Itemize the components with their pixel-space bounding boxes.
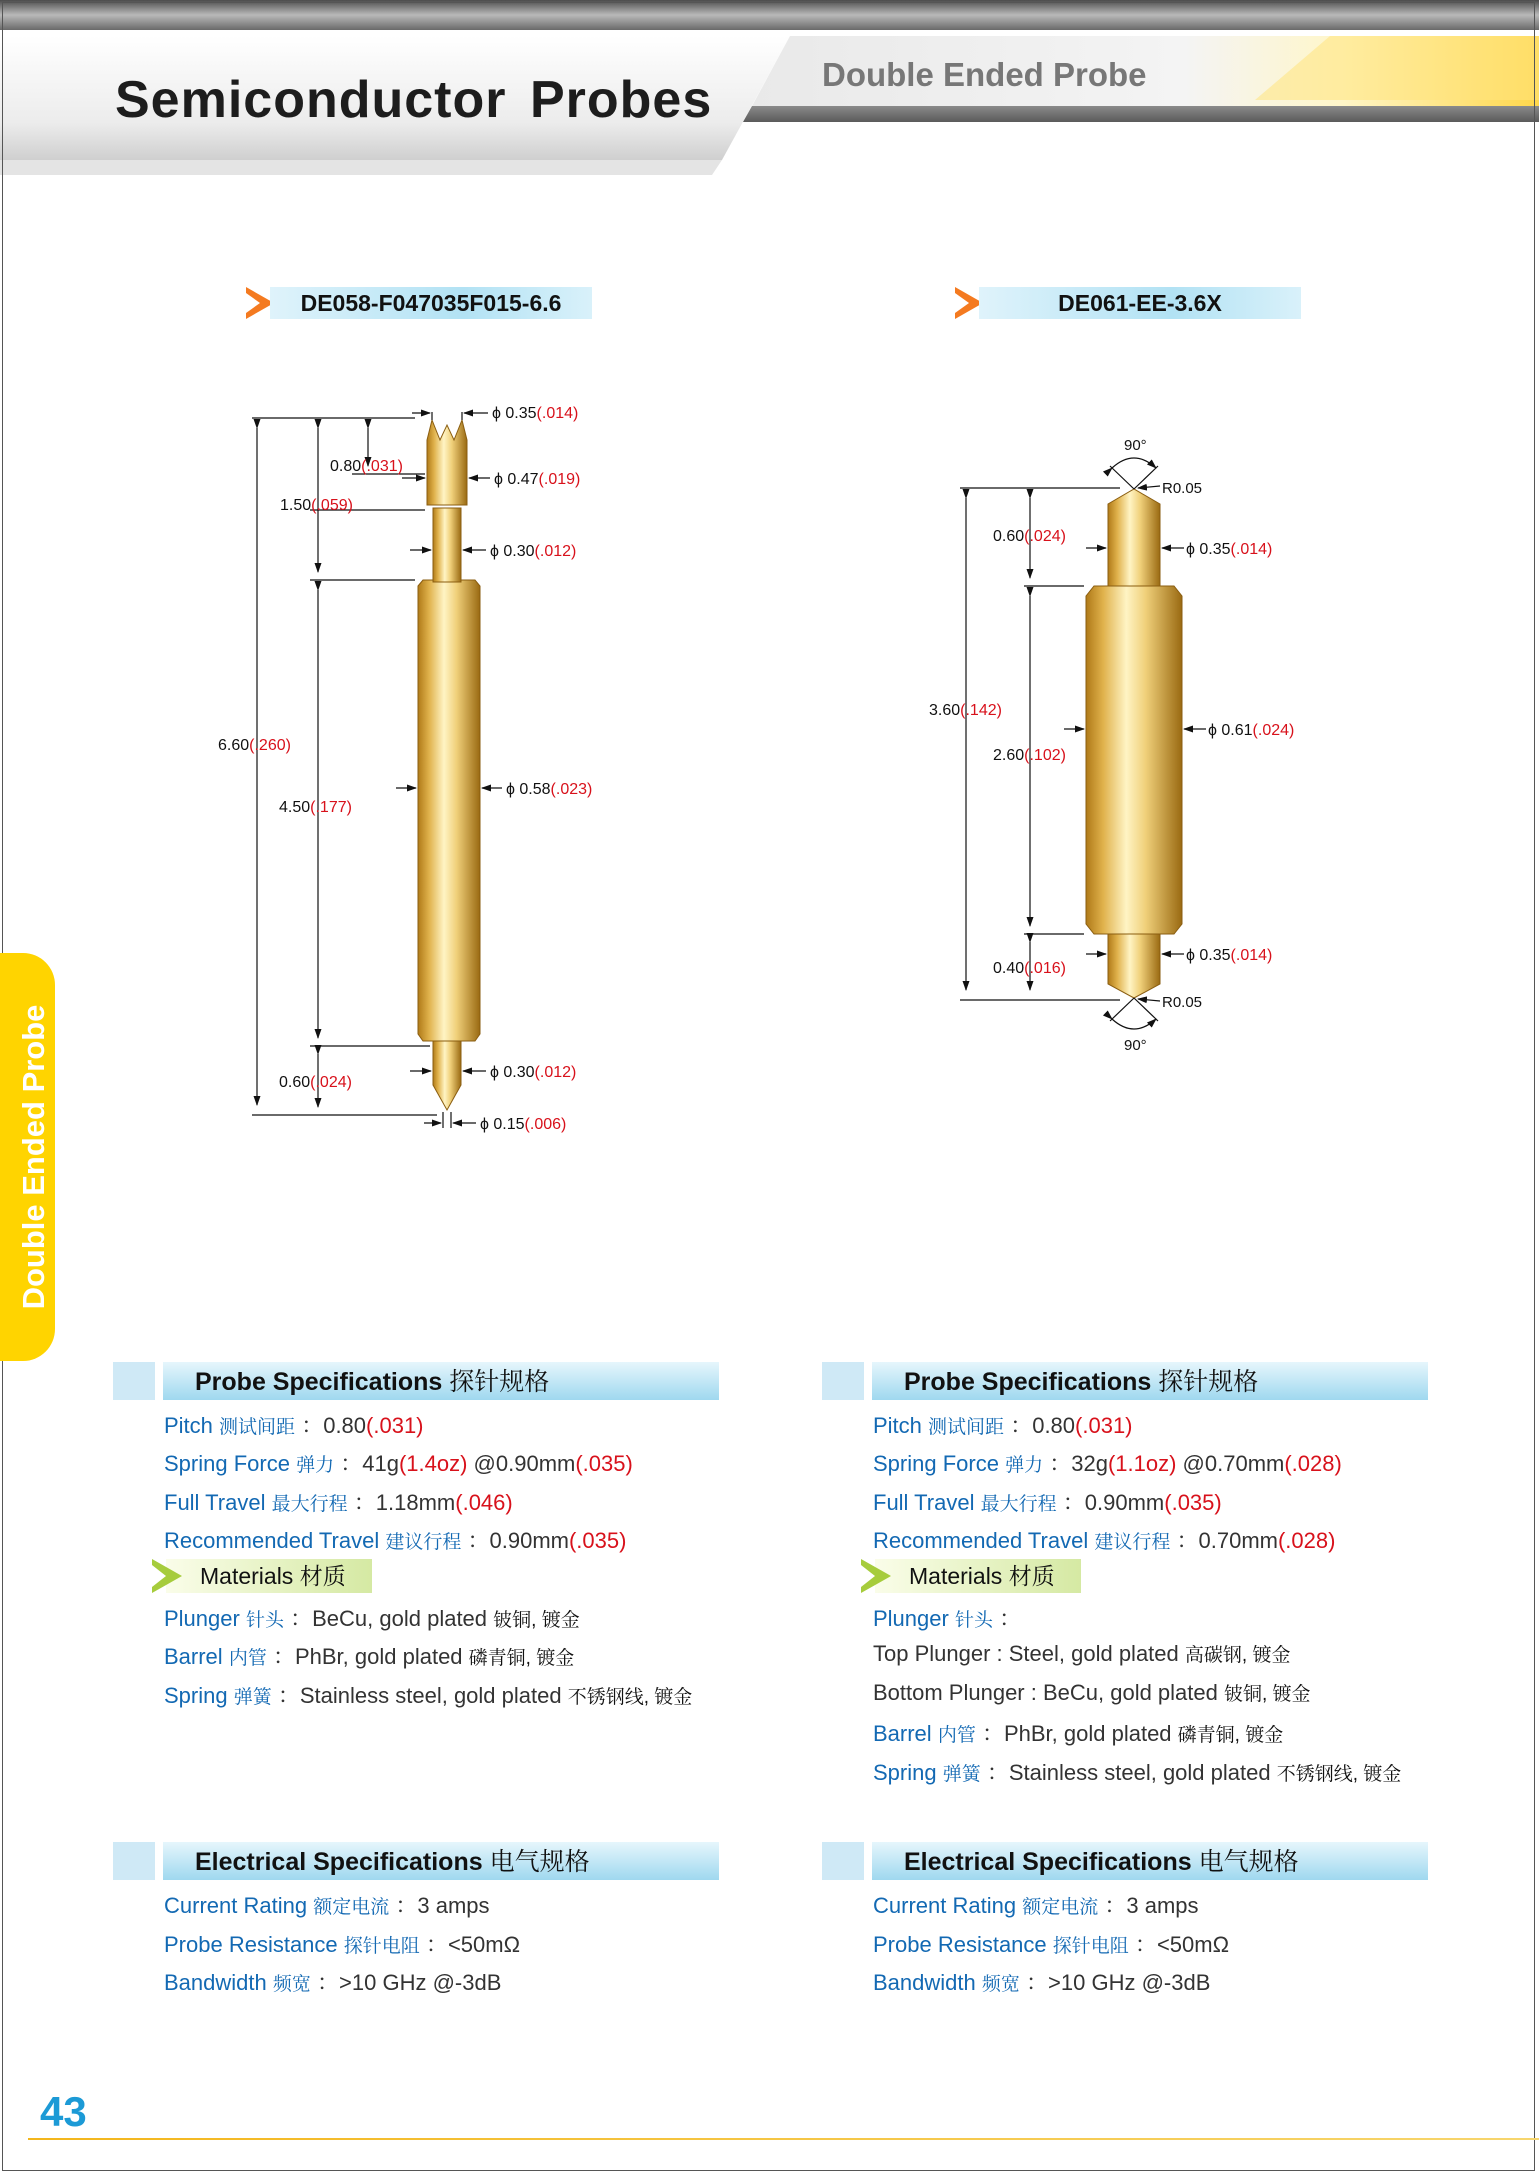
arrow-icon — [861, 1559, 891, 1593]
dim-bottom-diameter: ϕ 0.35(.014) — [1186, 947, 1273, 964]
material-plunger-left: Plunger 针头 ：BeCu, gold plated 铍铜, 镀金 — [164, 1606, 580, 1631]
dim-top-to-barrel: 1.50(.059) — [280, 497, 353, 514]
dim-bottom-neck: ϕ 0.30(.012) — [490, 1064, 577, 1081]
dim-top-plunger-length: 0.80(.031) — [330, 458, 403, 475]
bottom-plunger — [1108, 928, 1160, 998]
elec-current-left: Current Rating 额定电流 ：3 amps — [164, 1893, 490, 1918]
material-top-plunger-right: Top Plunger : Steel, gold plated 高碳钢, 镀金 — [873, 1641, 1291, 1666]
arrow-icon — [152, 1559, 182, 1593]
dim-bottom-length: 0.60(.024) — [279, 1074, 352, 1091]
barrel — [1086, 586, 1182, 934]
dim-barrel: ϕ 0.58(.023) — [506, 781, 593, 798]
materials-heading-left: Materials 材质 — [166, 1559, 372, 1593]
page-title: Semiconductor Probes — [115, 71, 713, 129]
dim-barrel-length: 4.50(.177) — [279, 799, 352, 816]
dim-bottom-angle: 90° — [1124, 1037, 1147, 1054]
model-label-right: DE061-EE-3.6X — [979, 287, 1301, 319]
dim-top-plunger: ϕ 0.47(.019) — [494, 471, 581, 488]
dim-top-tip: ϕ 0.35(.014) — [492, 405, 579, 422]
elec-resistance-right: Probe Resistance 探针电阻 ：<50mΩ — [873, 1932, 1230, 1957]
top-plunger — [1108, 489, 1160, 592]
barrel — [418, 580, 480, 1041]
model-label-left: DE058-F047035F015-6.6 — [270, 287, 592, 319]
spec-full-travel-right: Full Travel 最大行程 ：0.90mm(.035) — [873, 1490, 1222, 1515]
dim-top-length: 0.60(.024) — [993, 528, 1066, 545]
dim-top-angle: 90° — [1124, 437, 1147, 454]
spec-spring-force-left: Spring Force 弹力 ：41g(1.4oz) @0.90mm(.035) — [164, 1451, 633, 1476]
dim-top-neck: ϕ 0.30(.012) — [490, 543, 577, 560]
elec-bandwidth-left: Bandwidth 频宽 ：>10 GHz @-3dB — [164, 1970, 502, 1995]
dim-top-diameter: ϕ 0.35(.014) — [1186, 541, 1273, 558]
dim-total-length: 6.60(.260) — [218, 737, 291, 754]
material-plunger-right: Plunger 针头 ： — [873, 1606, 1022, 1631]
spec-full-travel-left: Full Travel 最大行程 ：1.18mm(.046) — [164, 1490, 513, 1515]
dim-barrel-diameter: ϕ 0.61(.024) — [1208, 722, 1295, 739]
spec-pitch-left: Pitch 测试间距 ：0.80(.031) — [164, 1413, 424, 1438]
probe-drawing-right — [1086, 489, 1182, 998]
side-category-label: Double Ended Probe — [16, 1004, 51, 1310]
material-barrel-right: Barrel 内管 ：PhBr, gold plated 磷青铜, 镀金 — [873, 1721, 1284, 1746]
material-bottom-plunger-right: Bottom Plunger : BeCu, gold plated 铍铜, 镀金 — [873, 1680, 1311, 1705]
bottom-plunger — [433, 1041, 461, 1110]
spec-spring-force-right: Spring Force 弹力 ：32g(1.1oz) @0.70mm(.028) — [873, 1451, 1342, 1476]
dim-bottom-tip: ϕ 0.15(.006) — [480, 1116, 567, 1133]
section-subtitle: Double Ended Probe — [822, 56, 1147, 93]
material-spring-right: Spring 弹簧 ：Stainless steel, gold plated 不锈钢线, 镀金 — [873, 1760, 1402, 1785]
elec-resistance-left: Probe Resistance 探针电阻 ：<50mΩ — [164, 1932, 521, 1957]
top-neck — [433, 508, 461, 582]
dim-barrel-length: 2.60(.102) — [993, 747, 1066, 764]
footer-rule — [28, 2138, 1539, 2140]
dim-bottom-length: 0.40(.016) — [993, 960, 1066, 977]
elec-current-right: Current Rating 额定电流 ：3 amps — [873, 1893, 1199, 1918]
top-plunger — [427, 420, 467, 505]
dim-total-length: 3.60(.142) — [929, 702, 1002, 719]
spec-recommended-travel-left: Recommended Travel 建议行程 ：0.90mm(.035) — [164, 1528, 627, 1553]
material-barrel-left: Barrel 内管 ：PhBr, gold plated 磷青铜, 镀金 — [164, 1644, 575, 1669]
page-number: 43 — [40, 2088, 87, 2135]
spec-recommended-travel-right: Recommended Travel 建议行程 ：0.70mm(.028) — [873, 1528, 1336, 1553]
materials-heading-right: Materials 材质 — [875, 1559, 1081, 1593]
material-spring-left: Spring 弹簧 ：Stainless steel, gold plated 不锈钢线, 镀金 — [164, 1683, 693, 1708]
elec-bandwidth-right: Bandwidth 频宽 ：>10 GHz @-3dB — [873, 1970, 1211, 1995]
dim-top-radius: R0.05 — [1162, 480, 1203, 497]
dim-bottom-radius: R0.05 — [1162, 994, 1203, 1011]
spec-pitch-right: Pitch 测试间距 ：0.80(.031) — [873, 1413, 1133, 1438]
probe-drawing-left — [418, 420, 480, 1110]
